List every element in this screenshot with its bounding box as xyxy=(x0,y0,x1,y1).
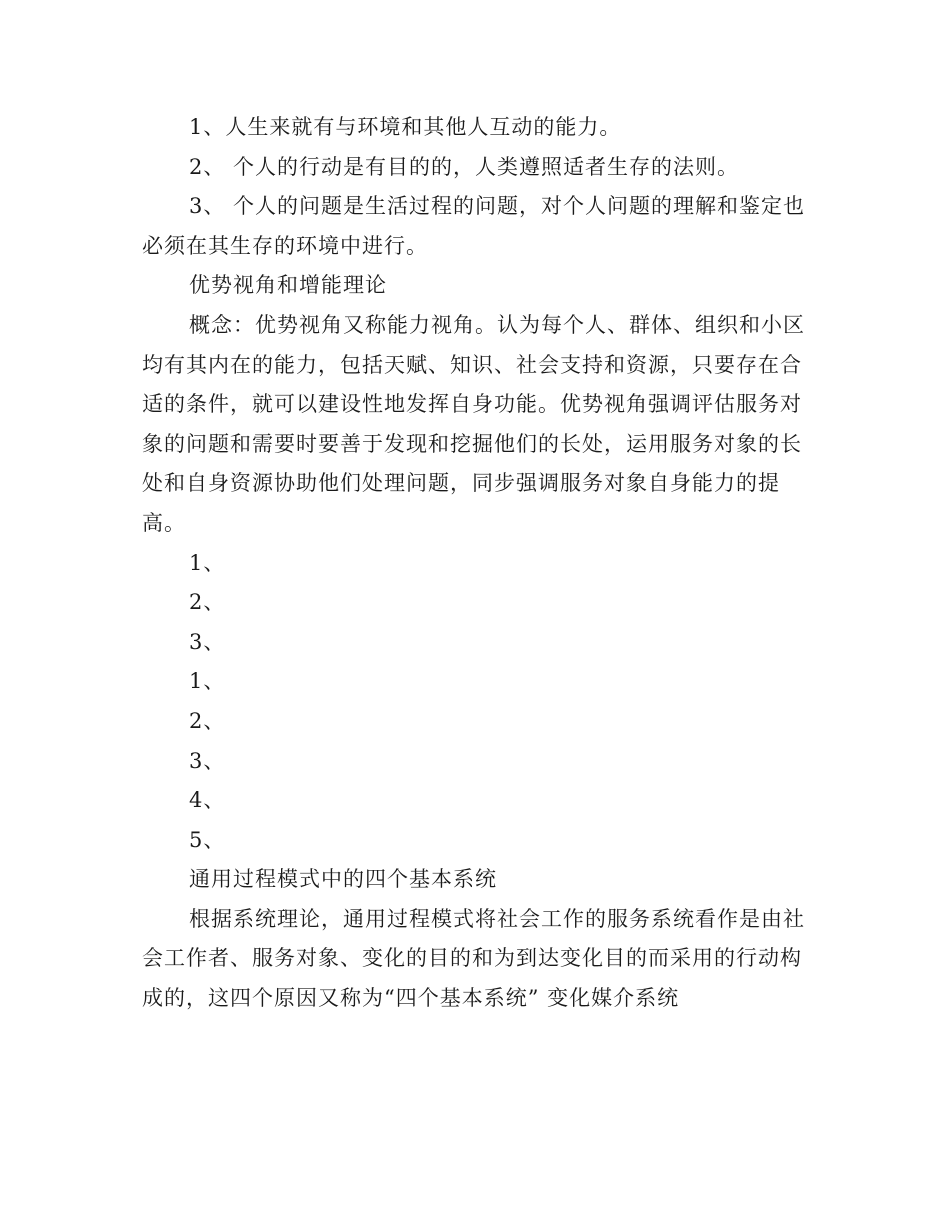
list-item-purposeful-action: 2、 个人的行动是有目的的，人类遵照适者生存的法则。 xyxy=(189,154,740,179)
empty-list-item: 1、 xyxy=(189,669,226,694)
empty-list-item: 3、 xyxy=(189,748,226,773)
document-body xyxy=(142,108,812,1019)
empty-list-item: 4、 xyxy=(189,788,226,813)
empty-list-item: 2、 xyxy=(189,590,226,615)
list-item-env-interaction: 1、人生来就有与环境和其他人互动的能力。 xyxy=(189,115,622,139)
empty-list-item: 1、 xyxy=(189,550,226,575)
section-heading-four-systems: 通用过程模式中的四个基本系统 xyxy=(189,867,497,892)
systems-paragraph: 根据系统理论，通用过程模式将社会工作的服务系统看作是由社会工作者、服务对象、变化的目的和为到达变化目的而采用的行动构成的，这四个原因又称为“四个基本系统” 变化媒介系统 xyxy=(142,906,805,1011)
concept-paragraph: 概念：优势视角又称能力视角。认为每个人、群体、组织和小区均有其内在的能力，包括天赋、知识、社会支持和资源，只要存在合适的条件，就可以建设性地发挥自身功能。优势视角强调评估服务对象的问题和需要时要善于发现和挖掘他们的长处，运用服务对象的长处和自身资源协助他们处理问题，同步强调服务对象自身能力的提高。 xyxy=(142,312,805,535)
empty-list-item: 2、 xyxy=(189,708,226,733)
list-item-life-process: 3、 个人的问题是生活过程的问题，对个人问题的理解和鉴定也必须在其生存的环境中进行。 xyxy=(142,194,806,258)
empty-list-item: 3、 xyxy=(189,629,226,654)
empty-list-item: 5、 xyxy=(189,827,226,852)
section-heading-strengths: 优势视角和增能理论 xyxy=(189,273,387,298)
